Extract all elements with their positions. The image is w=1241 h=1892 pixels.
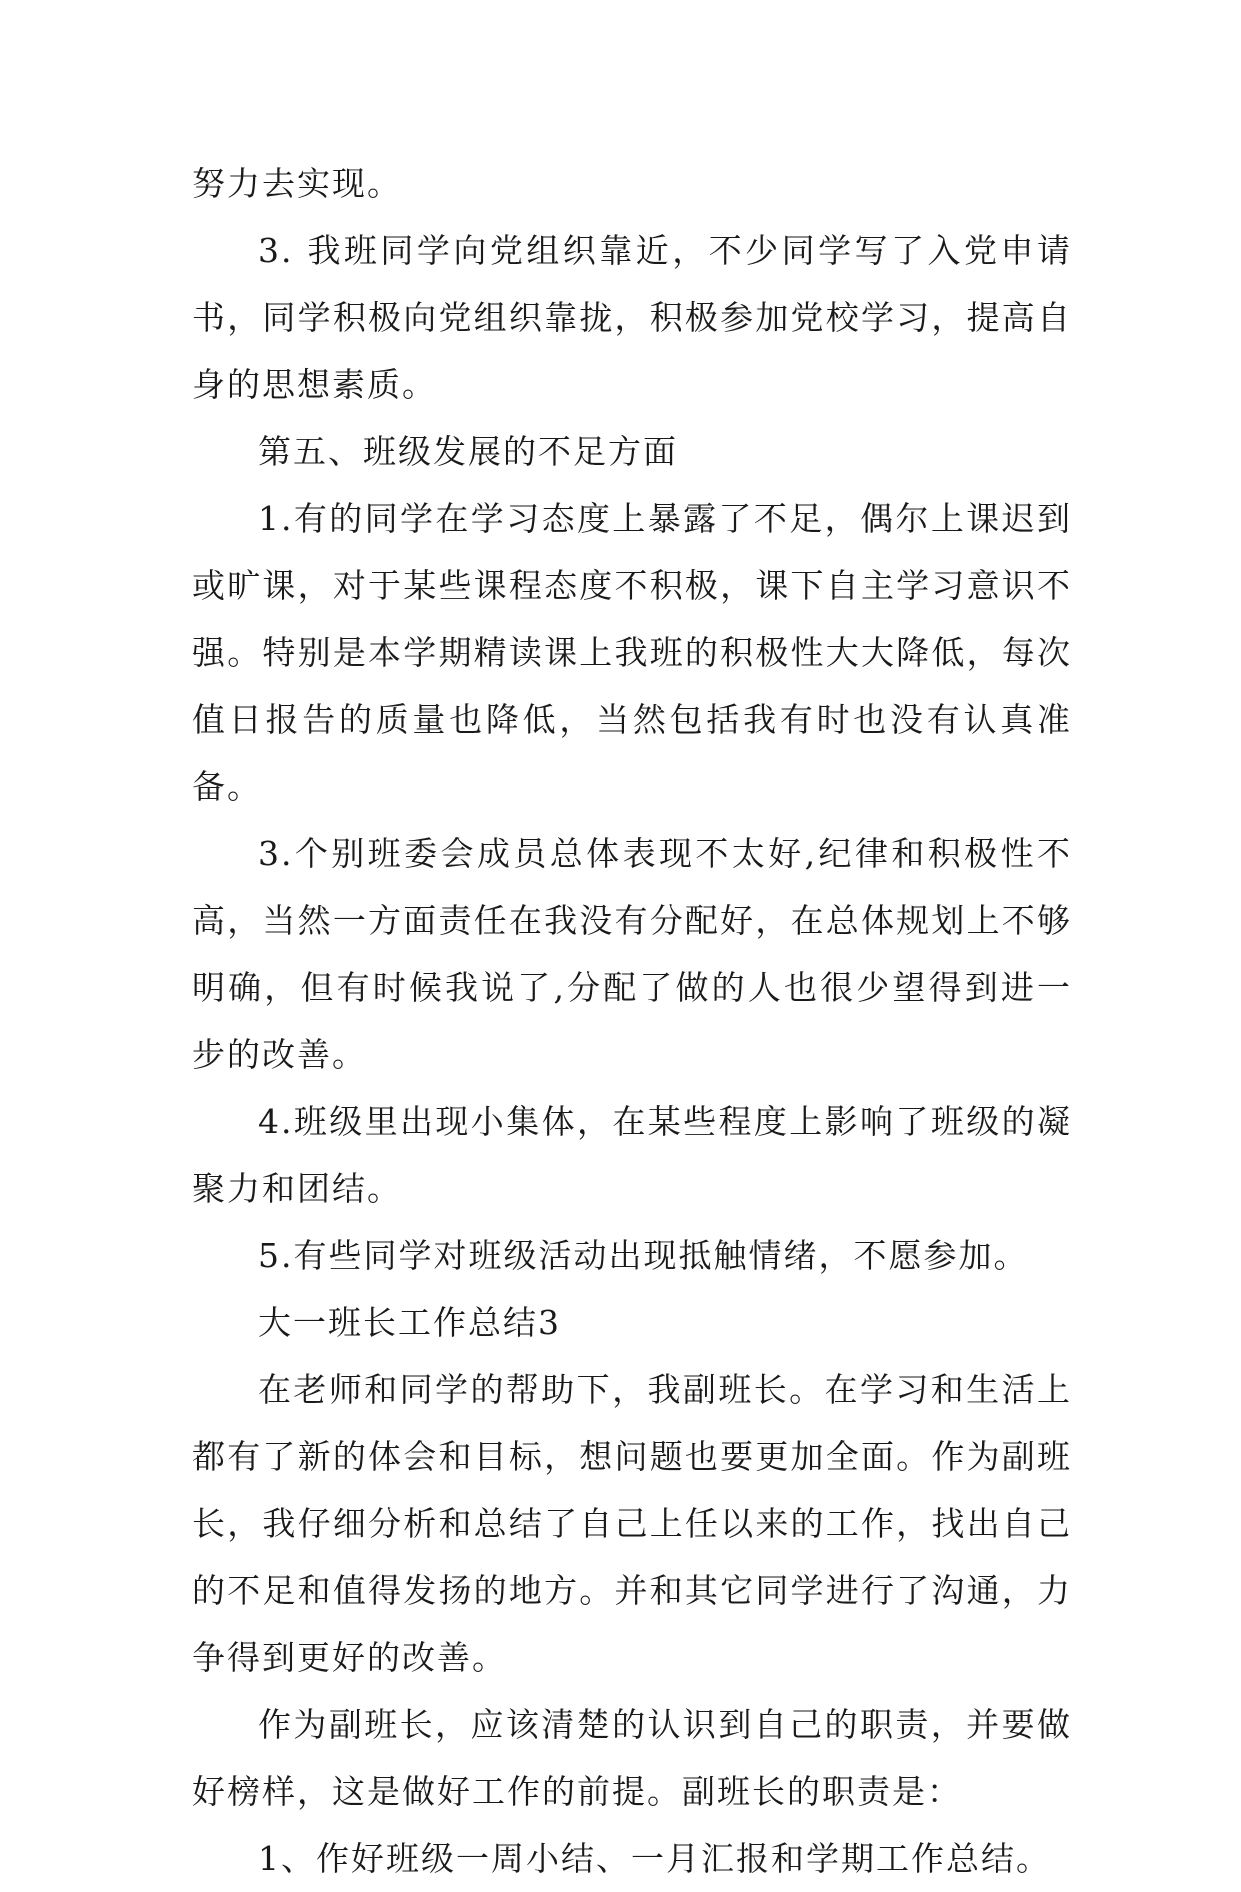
section-heading: 大一班长工作总结3 xyxy=(258,1303,561,1342)
document-body xyxy=(192,150,1072,1892)
paragraph: 3. 我班同学向党组织靠近，不少同学写了入党申请书，同学积极向党组织靠拢，积极参加党校学习，提高自身的思想素质。 xyxy=(192,231,1072,404)
paragraph: 作为副班长，应该清楚的认识到自己的职责，并要做好榜样，这是做好工作的前提。副班长的职责是： xyxy=(192,1705,1072,1811)
paragraph: 在老师和同学的帮助下，我副班长。在学习和生活上都有了新的体会和目标，想问题也要更加全面。作为副班长，我仔细分析和总结了自己上任以来的工作，找出自己的不足和值得发扬的地方。并和其它同学进行了沟通，力争得到更好的改善。 xyxy=(192,1370,1072,1677)
paragraph: 3.个别班委会成员总体表现不太好,纪律和积极性不高，当然一方面责任在我没有分配好，在总体规划上不够明确，但有时候我说了,分配了做的人也很少望得到进一步的改善。 xyxy=(192,834,1072,1074)
section-heading: 第五、班级发展的不足方面 xyxy=(258,432,678,471)
paragraph: 5.有些同学对班级活动出现抵触情绪，不愿参加。 xyxy=(258,1236,1029,1275)
paragraph: 努力去实现。 xyxy=(192,164,402,203)
paragraph: 4.班级里出现小集体，在某些程度上影响了班级的凝聚力和团结。 xyxy=(192,1102,1072,1208)
paragraph: 1、作好班级一周小结、一月汇报和学期工作总结。 xyxy=(258,1839,1051,1878)
paragraph: 1.有的同学在学习态度上暴露了不足，偶尔上课迟到或旷课，对于某些课程态度不积极，课下自主学习意识不强。特别是本学期精读课上我班的积极性大大降低，每次值日报告的质量也降低，当然包括我有时也没有认真准备。 xyxy=(192,499,1072,806)
